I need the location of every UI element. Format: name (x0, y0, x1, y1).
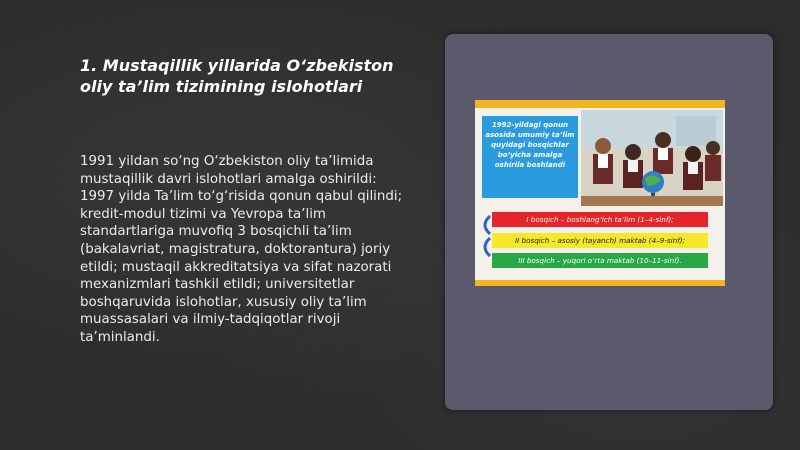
stage-band-3: III bosqich – yuqori o‘rta maktab (10–11-sinf). (492, 253, 708, 268)
stage-band-2: II bosqich – asosiy (tayanch) maktab (4–9-sinf); (492, 233, 708, 248)
slide-body-text: 1991 yildan so‘ng O‘zbekiston oliy ta’limida mustaqillik davri islohotlari amalga oshirildi: 1997 yilda Ta’lim to‘g‘risida qonun qabul qilindi; kredit-modul tizimi va Yevropa ta’lim standartlariga muvofiq 3 bosqichli ta’lim (bakalavriat, magistratura, doktorantura) joriy etildi; mustaqil akkreditatsiya va sifat nazorati mexanizmlari tashkil etildi; universitetlar boshqaruvida islohotlar, xususiy oliy ta’lim muassasalari va ilmiy-tadqiqotlar rivoji ta’minlandi. (80, 154, 403, 345)
slide-title: 1. Mustaqillik yillarida O‘zbekiston oliy ta’lim tizimining islohotlari (80, 56, 394, 96)
image-top-border (475, 100, 725, 108)
image-callout-text: 1992-yildagi qonun asosida umumiy ta’lim quyidagi bosqichlar bo‘yicha amalga oshirila boshlandi (482, 116, 578, 198)
image-bottom-border (475, 280, 725, 286)
classroom-illustration (581, 110, 723, 206)
stage-band-1: I bosqich – boshlang‘ich ta’lim (1–4-sinf); (492, 212, 708, 227)
education-stages-image (475, 100, 725, 286)
